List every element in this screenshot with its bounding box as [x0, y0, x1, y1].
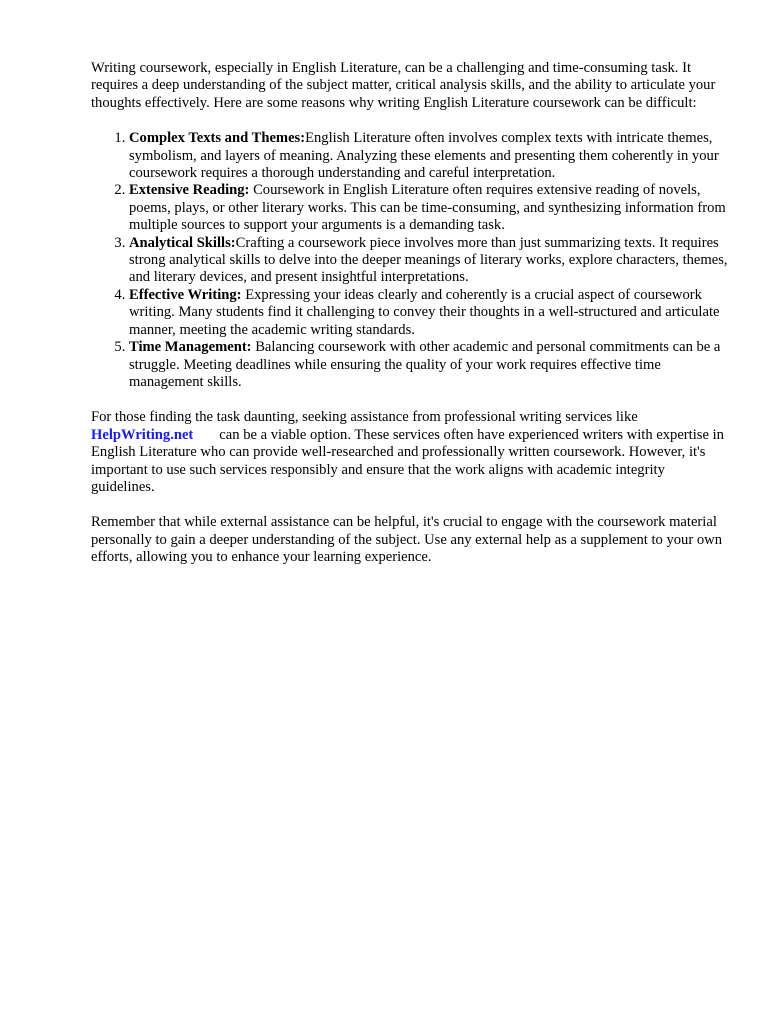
help-paragraph: [91, 409, 731, 496]
list-item: [129, 130, 731, 182]
reason-term: Time Management:: [129, 339, 252, 356]
reason-term: Extensive Reading:: [129, 182, 250, 199]
reason-text: Crafting a coursework piece involves more than just summarizing texts. It requires strong analytical skills to delve into the deeper meanings of literary works, explore characters, themes, and literary devices, and present insightful interpretations.: [129, 234, 728, 286]
helpwriting-link[interactable]: HelpWriting.net: [91, 426, 194, 443]
list-item: [129, 182, 731, 234]
list-item: [129, 235, 731, 287]
document-page: [91, 60, 731, 567]
reasons-list: [91, 130, 731, 391]
help-text-before: For those finding the task daunting, seeking assistance from professional writing services like: [91, 409, 638, 426]
closing-paragraph: Remember that while external assistance can be helpful, it's crucial to engage with the coursework material personally to gain a deeper understanding of the subject. Use any external help as a supplement to your own efforts, allowing you to enhance your learning experience.: [91, 514, 722, 566]
reason-text: Balancing coursework with other academic and personal commitments can be a struggle. Meeting deadlines while ensuring the quality of your work requires effective time management skills.: [129, 339, 721, 390]
reason-term: Effective Writing:: [129, 286, 242, 303]
list-item: [129, 287, 731, 339]
intro-paragraph: Writing coursework, especially in English Literature, can be a challenging and time-consuming task. It requires a deep understanding of the subject matter, critical analysis skills, and the ability to articulate your thoughts effectively. Here are some reasons why writing English Literature coursework can be difficult:: [91, 60, 716, 111]
reason-text: English Literature often involves complex texts with intricate themes, symbolism, and layers of meaning. Analyzing these elements and presenting them coherently in your coursework requires a thorough understanding and careful interpretation.: [129, 130, 719, 182]
reason-term: Complex Texts and Themes:: [129, 130, 306, 147]
list-item: [129, 339, 731, 391]
reason-term: Analytical Skills:: [129, 234, 236, 251]
reason-text: Expressing your ideas clearly and coherently is a crucial aspect of coursework writing. Many students find it challenging to convey their thoughts in a well-structured and articulate manner, meeting the academic writing standards.: [129, 286, 720, 338]
help-text-after: can be a viable option. These services often have experienced writers with expertise in English Literature who can provide well-researched and professionally written coursework. However, it's important to use such services responsibly and ensure that the work aligns with academic integrity guidelines.: [91, 426, 724, 495]
reason-text: Coursework in English Literature often requires extensive reading of novels, poems, plays, or other literary works. This can be time-consuming, and synthesizing information from multiple sources to support your arguments is a demanding task.: [129, 182, 726, 234]
